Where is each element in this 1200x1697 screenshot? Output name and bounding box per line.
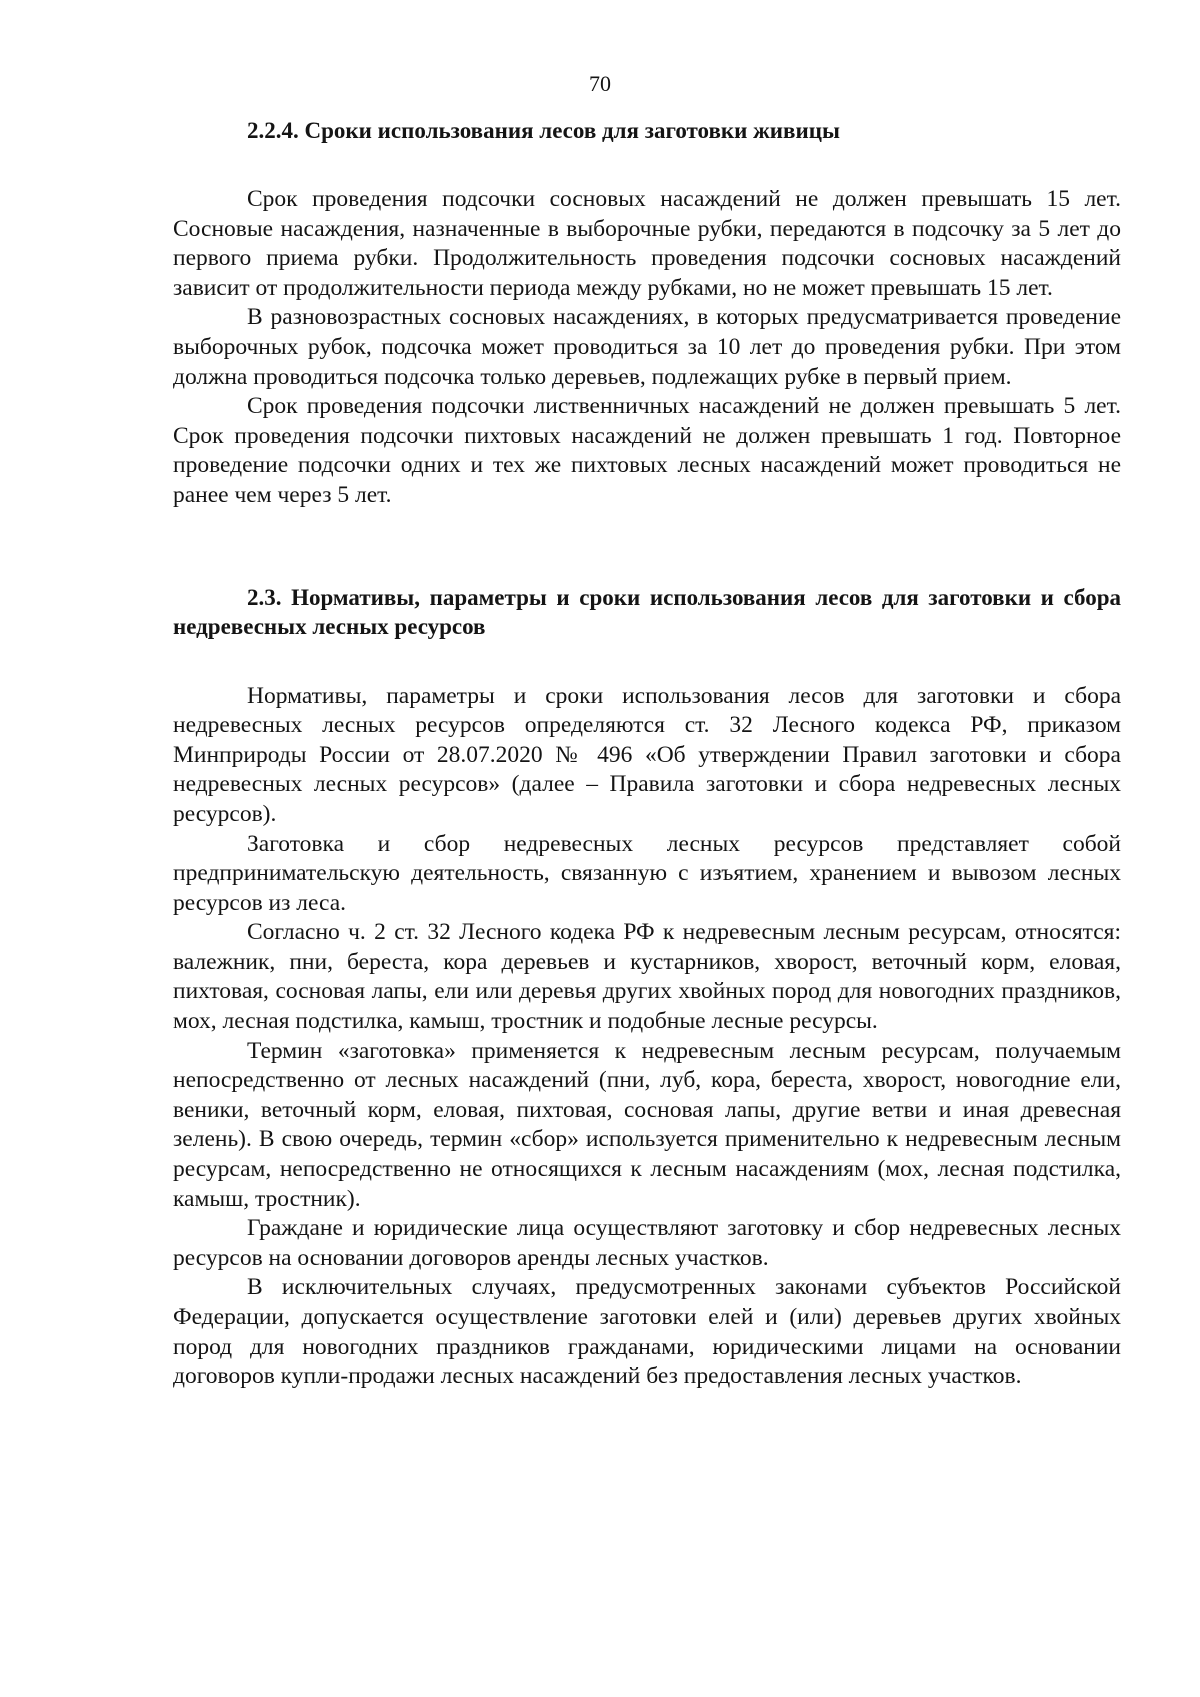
section-224-paragraph: В разновозрастных сосновых насаждениях, в которых предусматривается проведение выборочных рубок, подсочка может проводиться за 10 лет до проведения рубки. При этом должна проводиться подсочка только деревьев, подлежащих рубке в первый прием. [173, 304, 1121, 390]
page-content [173, 116, 1121, 1392]
section-23-paragraph: Термин «заготовка» применяется к недревесным лесным ресурсам, получаемым непосредственно от лесных насаждений (пни, луб, кора, береста, хворост, новогодние ели, веники, веточный корм, еловая, пихтовая, сосновая лапы, другие ветви и иная древесная зелень). В свою очередь, термин «сбор» используется применительно к недревесным лесным ресурсам, непосредственно не относящихся к лесным насаждениям (мох, лесная подстилка, камыш, тростник). [173, 1037, 1121, 1212]
section-23-paragraph: Нормативы, параметры и сроки использования лесов для заготовки и сбора недревесных лесных ресурсов определяются ст. 32 Лесного кодекса РФ, приказом Минприроды России от 28.07.2020 № 496 «Об утверждении Правил заготовки и сбора недревесных лесных ресурсов» (далее – Правила заготовки и сбора недревесных лесных ресурсов). [173, 682, 1121, 827]
section-224-paragraph: Срок проведения подсочки лиственничных насаждений не должен превышать 5 лет. Срок проведения подсочки пихтовых насаждений не должен превышать 1 год. Повторное проведение подсочки одних и тех же пихтовых лесных насаждений может проводиться не ранее чем через 5 лет. [173, 393, 1121, 508]
section-23-paragraph: Заготовка и сбор недревесных лесных ресурсов представляет собой предпринимательскую деятельность, связанную с изъятием, хранением и вывозом лесных ресурсов из леса. [173, 830, 1121, 916]
section-23-title: 2.3. Нормативы, параметры и сроки использования лесов для заготовки и сбора недревесных лесных ресурсов [173, 584, 1121, 639]
section-spacer [173, 511, 1121, 583]
section-224-title: 2.2.4. Сроки использования лесов для заготовки живицы [247, 118, 840, 143]
section-23-paragraph: Согласно ч. 2 ст. 32 Лесного кодека РФ к недревесным лесным ресурсам, относятся: валежник, пни, береста, кора деревьев и кустарников, хворост, веточный корм, еловая, пихтовая, сосновая лапы, ели или деревья других хвойных пород для новогодних праздников, мох, лесная подстилка, камыш, тростник и подобные лесные ресурсы. [173, 919, 1121, 1035]
section-224-paragraph: Срок проведения подсочки сосновых насаждений не должен превышать 15 лет. Сосновые насаждения, назначенные в выборочные рубки, передаются в подсочку за 5 лет до первого приема рубки. Продолжительность проведения подсочки сосновых насаждений зависит от продолжительности периода между рубками, но не может превышать 15 лет. [173, 186, 1121, 301]
page-number: 70 [589, 71, 611, 96]
section-23-paragraph: Граждане и юридические лица осуществляют заготовку и сбор недревесных лесных ресурсов на основании договоров аренды лесных участков. [173, 1215, 1121, 1271]
section-23-paragraph: В исключительных случаях, предусмотренных законами субъектов Российской Федерации, допускается осуществление заготовки елей и (или) деревьев других хвойных пород для новогодних праздников гражданами, юридическими лицами на основании договоров купли-продажи лесных насаждений без предоставления лесных участков. [173, 1274, 1121, 1390]
